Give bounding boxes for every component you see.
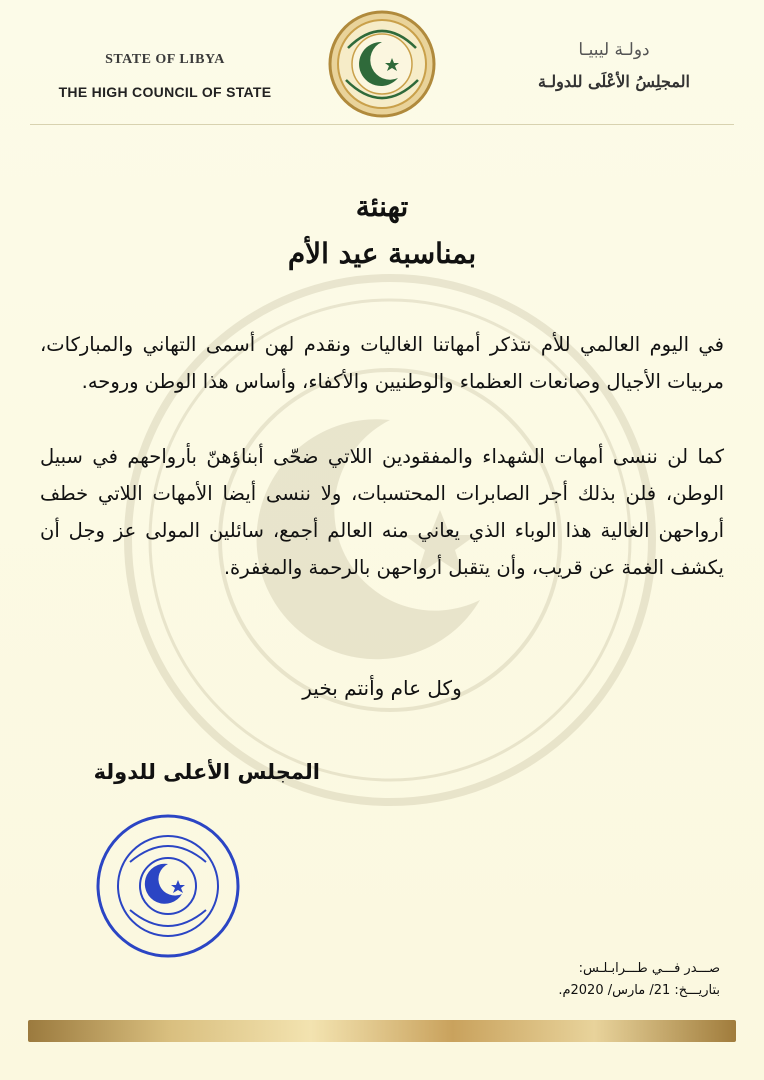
header-state-en: STATE OF LIBYA	[105, 52, 225, 67]
libya-emblem-logo	[326, 8, 438, 120]
issued-date: بتاريـــخ: 21/ مارس/ 2020م.	[558, 983, 720, 998]
header-divider	[30, 124, 734, 125]
header-council-en: THE HIGH COUNCIL OF STATE	[58, 84, 272, 100]
issued-info	[480, 958, 720, 1002]
header-arabic	[504, 40, 724, 91]
official-stamp	[94, 812, 242, 960]
body-paragraph-2: كما لن ننسى أمهات الشهداء والمفقودين اللاتي ضحّى أبناؤهنّ بأرواحهم في سبيل الوطن، فلن بذلك أجر الصابرات المحتسبات، ولا ننسى أيضا الأمهات اللاتي خطف أرواحهن الغالية هذا الوباء الذي يعاني منه العالم أجمع، سائلين المولى عز وجل أن يكشف الغمة عن قريب، وأن يتقبل أرواحهن بالرحمة والمغفرة.	[40, 445, 724, 579]
footer-gold-bar	[28, 1020, 736, 1042]
header-state-ar: دولـة ليبيـا	[578, 40, 650, 60]
issued-place: صـــدر فـــي طـــرابـلـس:	[578, 961, 720, 976]
signature-council: المجلس الأعلى للدولة	[93, 760, 320, 784]
title-block	[0, 190, 764, 270]
header-council-ar: المجلِسُ الأعْلَى للدولـة	[538, 72, 690, 91]
body-paragraph-1: في اليوم العالمي للأم نتذكر أمهاتنا الغاليات ونقدم لهن أسمى التهاني والمباركات، مربيات الأجيال وصانعات العظماء والوطنيين والأكفاء، وأساس هذا الوطن وروحه.	[40, 333, 724, 393]
title-congratulations: تهنئة	[355, 190, 409, 223]
title-occasion: بمناسبة عيد الأم	[287, 237, 477, 270]
header-english	[40, 52, 290, 100]
closing-greeting: وكل عام وأنتم بخير	[302, 676, 462, 700]
